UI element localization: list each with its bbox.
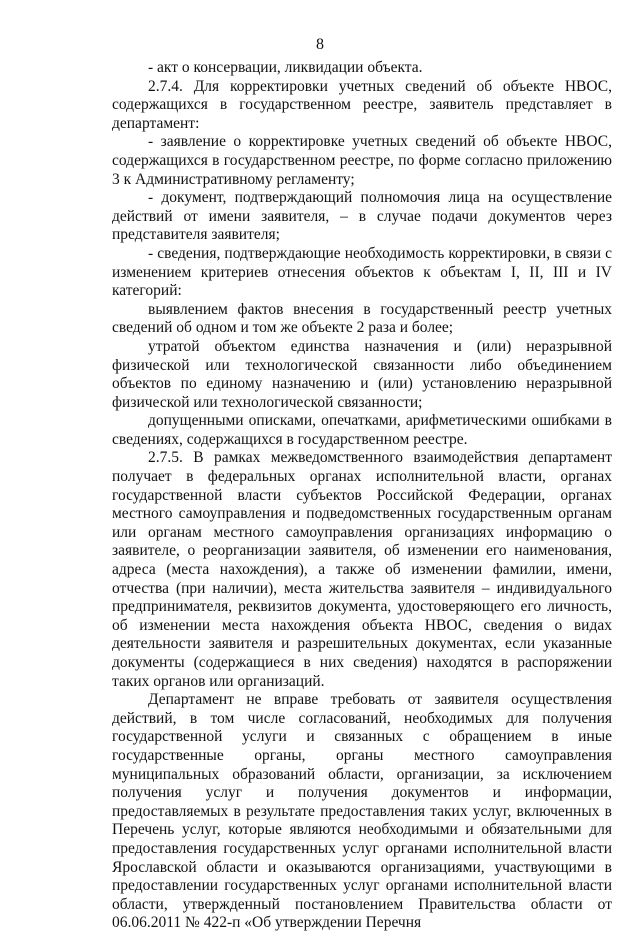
paragraph-2-7-4: 2.7.4. Для корректировки учетных сведений об объекте НВОС, содержащихся в государственном реестре, заявитель представляет в департамент: <box>112 77 612 132</box>
paragraph-authority-document: - документ, подтверждающий полномочия лица на осуществление действий от имени заявителя, – в случае подачи документов через представителя заявителя; <box>112 189 612 244</box>
paragraph-correction-application: - заявление о корректировке учетных сведений об объекте НВОС, содержащихся в государственном реестре, по форме согласно приложению 3 к Административному регламенту; <box>112 133 612 188</box>
paragraph-typos: допущенными описками, опечатками, арифметическими ошибками в сведениях, содержащихся в государственном реестре. <box>112 412 612 448</box>
paragraph-duplicate-entries: выявлением фактов внесения в государственный реестр учетных сведений об одном и том же объекте 2 раза и более; <box>112 300 612 337</box>
paragraph-conservation-act: - акт о консервации, ликвидации объекта. <box>148 59 423 76</box>
page-number: 8 <box>316 36 324 53</box>
paragraph-unity-loss: утратой объектом единства назначения и (или) неразрывной физической или технологической связанности либо объединением объектов по единому назначению и (или) установлению неразрывной физической или технологической связанности; <box>112 337 612 411</box>
paragraph-2-7-5: 2.7.5. В рамках межведомственного взаимодействия департамент получает в федеральных органах исполнительной власти, органах государственной власти субъектов Российской Федерации, органах местного самоуправления и подведомственных государственным органам или органам местного самоуправления организациях информацию о заявителе, о реорганизации заявителя, об изменении его наименования, адреса (места нахождения), а также об изменении фамилии, имени, отчества (при наличии), места жительства заявителя – индивидуального предпринимателя, реквизитов документа, удостоверяющего его личность, об изменении места нахождения объекта НВОС, сведения о видах деятельности заявителя и разрешительных документах, если указанные документы (содержащиеся в них сведения) находятся в распоряжении таких органов или организаций. <box>112 449 612 690</box>
paragraph-department-restrictions: Департамент не вправе требовать от заявителя осуществления действий, в том числе согласований, необходимых для получения государственной услуги и связанных с обращением в иные государственные органы, органы местного самоуправления муниципальных образований области, организации, за исключением получения услуг и получения документов и информации, предоставляемых в результате предоставления таких услуг, включенных в Перечень услуг, которые являются необходимыми и обязательными для предоставления государственных услуг органами исполнительной власти Ярославской области и оказываются организациями, участвующими в предоставлении государственных услуг органами исполнительной власти области, утвержденный постановлением Правительства области от 06.06.2011 № 422-п «Об утверждении Перечня <box>112 691 612 932</box>
paragraph-correction-reasons: - сведения, подтверждающие необходимость корректировки, в связи с изменением критериев отнесения объектов к объектам I, II, III и IV категорий: <box>112 244 612 300</box>
document-body <box>112 59 612 933</box>
